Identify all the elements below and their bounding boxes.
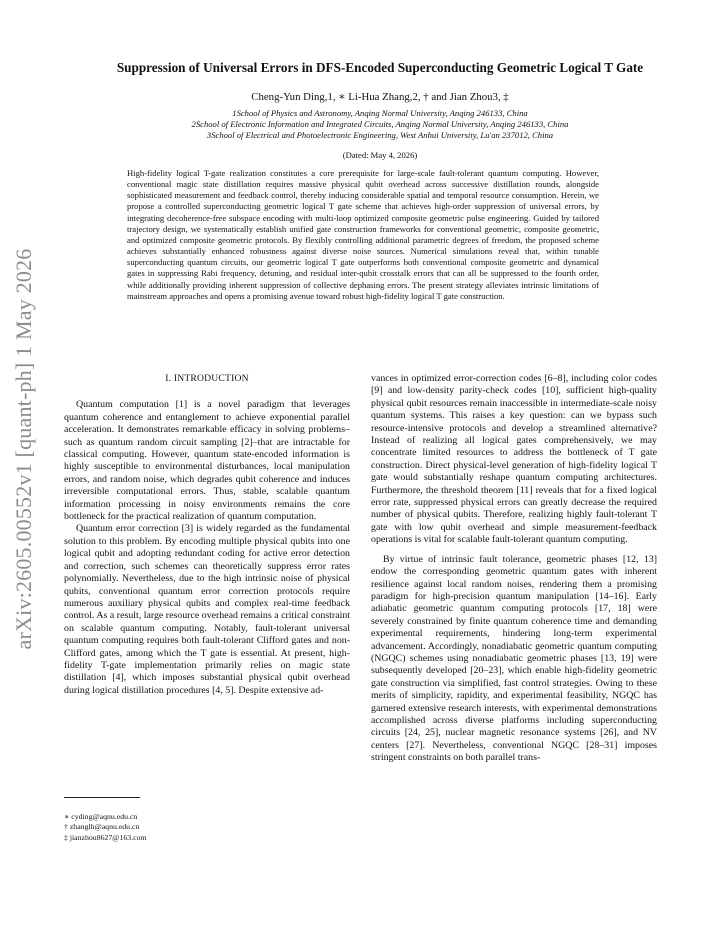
footnote-email-2: † zhanglh@aqnu.edu.cn — [64, 822, 140, 832]
intro-paragraph-4: By virtue of intrinsic fault tolerance, geometric phases [12, 13] endow the corresponding geometric quantum gates with inherent resilience against local random noises, rendering them a promising paradigm for high-precision quantum manipulation [14–16]. Early adiabatic geometric quantum computing protocols [17, 18] were severely constrained by finite quantum coherence time and demanding experimental requirements, hindering long-term experimental advancement. Accordingly, nonadiabatic geometric quantum computing (NGQC) schemes using nonadiabatic geometric phases [13, 19] were subsequently developed [20–23], which enable high-fidelity geometric gate construction via simplified, fast control strategies. Owing to these merits of simplicity, rapidity, and experimental feasibility, NGQC has garnered extensive research interests, with experimental demonstrations accomplished across diverse platforms including superconducting circuits [24, 25], nuclear magnetic resonance systems [26], and NV centers [27]. Nevertheless, conventional NGQC [28–31] imposes stringent constraints on both parallel trans- — [371, 553, 657, 764]
footnote-divider — [64, 797, 140, 798]
arxiv-identifier-stamp — [2, 0, 46, 932]
dated-line: (Dated: May 4, 2026) — [342, 150, 418, 160]
footnote-email-1: ∗ cyding@aqnu.edu.cn — [64, 812, 138, 821]
intro-paragraph-1: Quantum computation [1] is a novel paradigm that leverages quantum coherence and entanglement to achieve exponential parallel acceleration. It demonstrates remarkable efficacy in solving problems–such as quantum random circuit sampling [2]–that are intractable for classical computing. However, quantum state-encoded information is highly susceptible to environmental disturbances, local manipulation errors, and random noise, which degrades qubit coherence and induces irreversible computational errors. Thus, stable, scalable quantum information processing in noisy environments remains the core bottleneck for the practical realization of quantum computation. — [64, 399, 350, 523]
paper-title: Suppression of Universal Errors in DFS-Encoded Superconducting Geometric Logical T Gate — [116, 60, 644, 75]
intro-paragraph-3: vances in optimized error-correction codes [6–8], including color codes [9] and low-density parity-check codes [10], sufficient high-quality physical qubit resources remain inaccessible in intermediate-scale noisy quantum systems. This raises a key question: can we bypass such resource-intensive protocols and develop a streamlined alternative? Instead of realizing all logical gates comprehensively, we may concentrate limited resources to address the bottleneck of T gate construction. Direct physical-level generation of high-fidelity logical T gate would substantially reshape quantum computing architectures. Furthermore, the threshold theorem [11] reveals that for a fixed logical error rate, suppressed physical errors can greatly decrease the required number of physical qubits. Therefore, realizing highly fault-tolerant T gate with low qubit overhead and simple measurement-feedback operations is vital for scalable fault-tolerant quantum computing. — [371, 373, 657, 546]
affiliation-2: 2School of Electronic Information and Integrated Circuits, Anqing Normal University, Anqing 246133, China — [191, 119, 569, 129]
author-list: Cheng-Yun Ding,1, ∗ Li-Hua Zhang,2, † and Jian Zhou3, ‡ — [251, 91, 509, 103]
footnote-email-3: ‡ jianzhou8627@163.com — [64, 832, 147, 842]
intro-paragraph-2: Quantum error correction [3] is widely regarded as the fundamental solution to this problem. By encoding multiple physical qubits into one logical qubit and adopting redundant coding for active error detection and correction, such schemes can theoretically suppress error rates polynomially. Nevertheless, due to the high intrinsic noise of physical qubits, conventional quantum error correction protocols require numerous auxiliary physical qubits and complex real-time feedback control. As a result, large resource overhead remains a critical constraint on scalable quantum computing. Notably, fault-tolerant universal quantum computing requires both fault-tolerant Clifford gates and non-Clifford gates, among which the T gate is essential. At present, high-fidelity T-gate implementation primarily relies on magic state distillation [4], which imposes substantial physical qubit overhead during logical distillation procedures [4, 5]. Despite extensive ad- — [64, 523, 350, 696]
arxiv-id-text: arXiv:2605.00552v1 [quant-ph] 1 May 2026 — [11, 248, 36, 650]
affiliation-3: 3School of Electrical and Photoelectronic Engineering, West Anhui University, Lu'an 237012, China — [206, 130, 554, 140]
affiliations-block — [60, 108, 700, 141]
affiliation-1: 1School of Physics and Astronomy, Anqing Normal University, Anqing 246133, China — [232, 108, 528, 118]
footnotes-block — [64, 812, 350, 843]
left-column — [64, 373, 350, 697]
abstract: High-fidelity logical T-gate realization constitutes a core prerequisite for large-scale fault-tolerant quantum computing. However, conventional magic state distillation requires massive physical qubit overhead across successive distillation rounds, alongside sophisticated measurement and feedback control, thereby inducing considerable spatial and temporal resource consumption. Herein, we propose a controlled superconducting geometric logical T gate scheme that achieves high-order suppression of universal errors, by integrating decoherence-free subspace encoding with multi-loop optimized composite geometric pulse engineering. Guided by tailored trajectory design, we systematically establish unified gate construction frameworks for conventional geometric, composite geometric, and optimized composite geometric protocols. By flexibly controlling additional parametric degrees of freedom, the proposed scheme achieves substantially enhanced robustness against diverse noise sources. Numerical simulations reveal that, within tunable superconducting quantum circuits, our geometric logical T gate outperforms both conventional composite geometric and dynamical gates in suppressing Rabi frequency, detuning, and residual inter-qubit crosstalk errors that can all be suppressed to the fourth order, while additionally providing inherent suppression of collective dephasing errors. The present strategy alleviates intrinsic limitations of mainstream approaches and opens a promising avenue toward robust high-fidelity logical T gate construction. — [127, 168, 599, 301]
right-column — [371, 373, 657, 765]
section-heading-introduction: I. INTRODUCTION — [165, 373, 249, 384]
